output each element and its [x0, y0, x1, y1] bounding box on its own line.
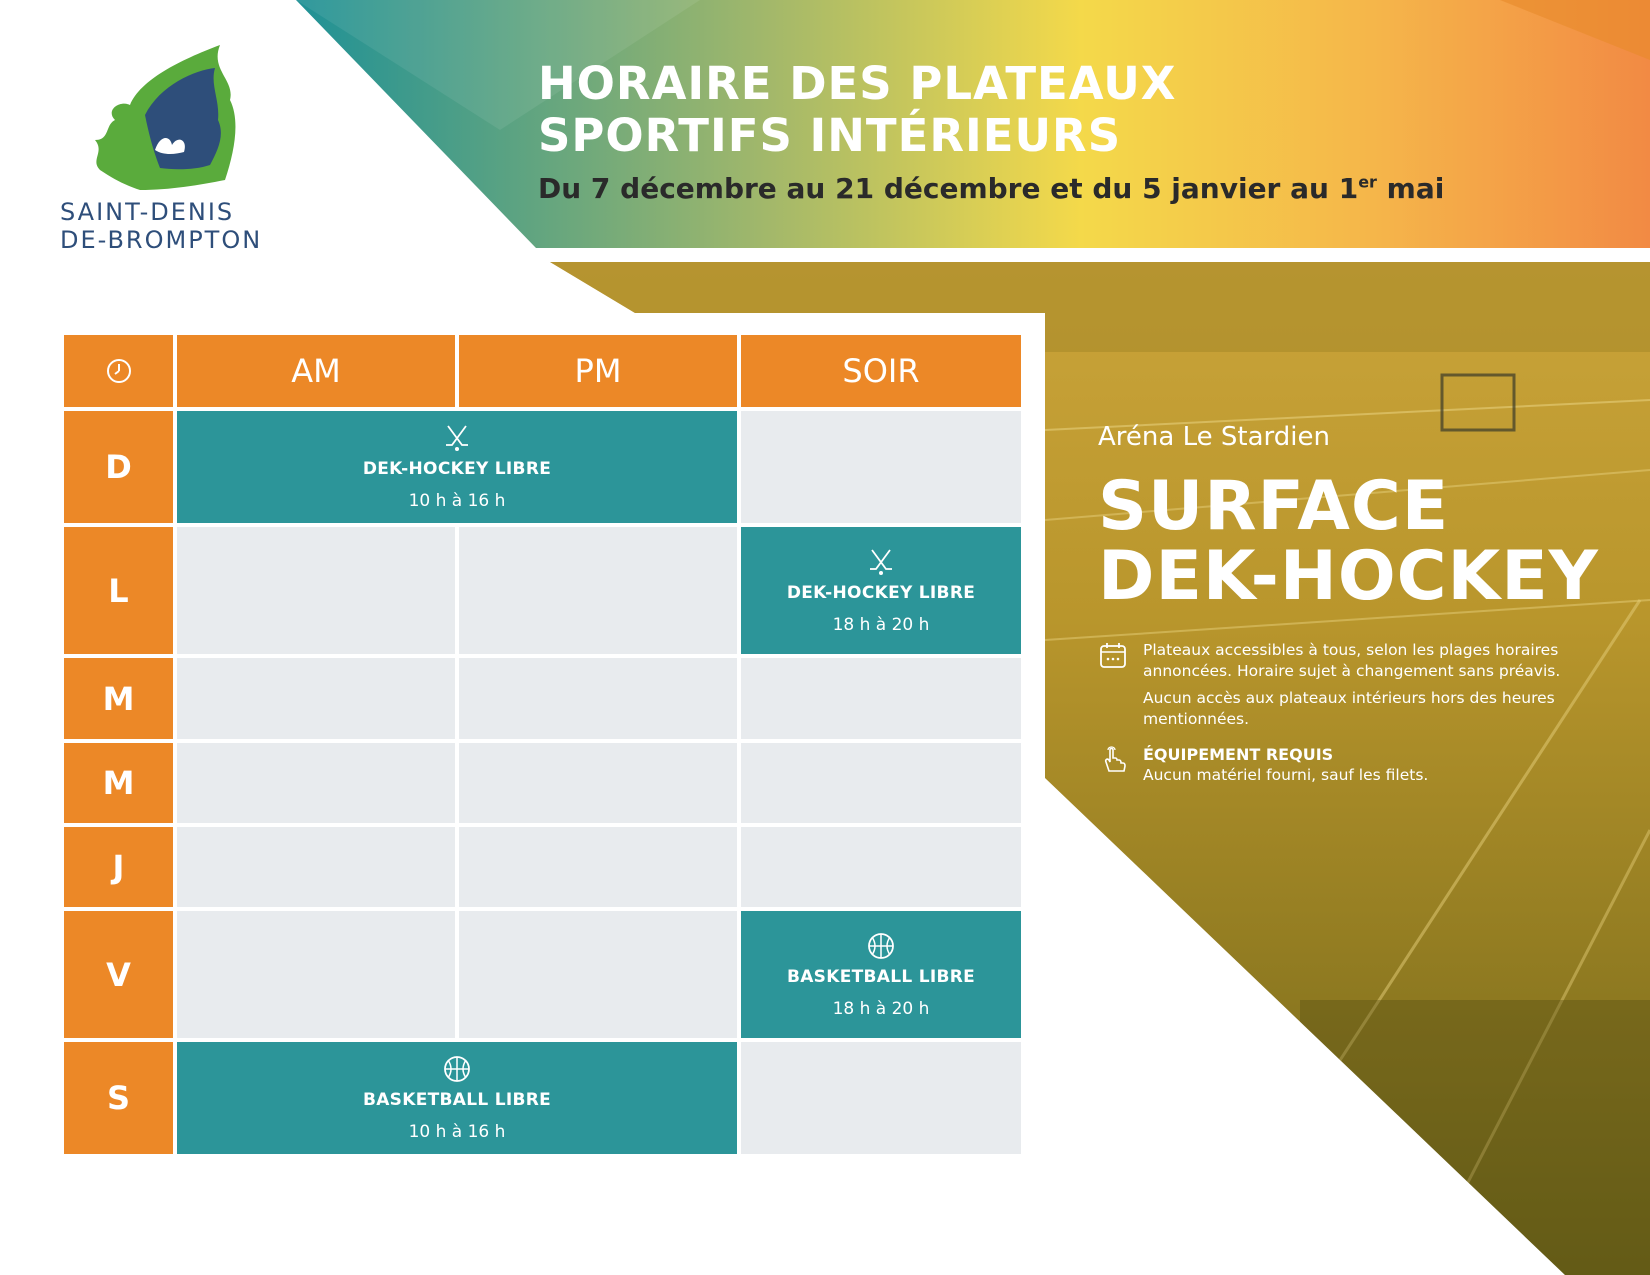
schedule-grid [64, 335, 1021, 1155]
clock-icon [106, 358, 132, 384]
column-header-pm: PM [459, 335, 737, 407]
event-name: BASKETBALL LIBRE [786, 966, 976, 987]
calendar-icon [1098, 640, 1128, 670]
empty-slot [741, 411, 1021, 523]
event-name: BASKETBALL LIBRE [362, 1090, 552, 1110]
day-wednesday: M [64, 743, 173, 823]
info-panel [1098, 422, 1618, 786]
basketball-icon [866, 931, 896, 961]
day-sunday: D [64, 411, 173, 523]
page-title-line2: SPORTIFS INTÉRIEURS [538, 109, 1122, 162]
basketball-icon [442, 1054, 472, 1084]
empty-slot [177, 658, 455, 739]
page-title-line1: HORAIRE DES PLATEAUX [538, 57, 1177, 110]
access-note-text2: Aucun accès aux plateaux intérieurs hors des heures mentionnées. [1143, 689, 1555, 728]
empty-slot [177, 827, 455, 907]
day-thursday: J [64, 827, 173, 907]
empty-slot [177, 743, 455, 823]
date-range: Du 7 décembre au 21 décembre et du 5 janvier au 1er mai [538, 172, 1445, 205]
empty-slot [459, 743, 737, 823]
empty-slot [741, 1042, 1021, 1154]
title-block [538, 58, 1444, 205]
empty-slot [741, 658, 1021, 739]
empty-slot [177, 911, 455, 1038]
empty-slot [459, 827, 737, 907]
event-sunday-dek-hockey [177, 411, 737, 523]
equipment-title: ÉQUIPEMENT REQUIS [1143, 745, 1334, 764]
event-name: DEK-HOCKEY LIBRE [786, 582, 976, 603]
event-friday-basketball [741, 911, 1021, 1038]
clock-header-cell [64, 335, 173, 407]
event-time: 18 h à 20 h [832, 998, 930, 1019]
logo [60, 40, 280, 255]
hockey-sticks-icon [442, 423, 472, 453]
column-header-soir: SOIR [741, 335, 1021, 407]
column-header-am: AM [177, 335, 455, 407]
logo-line1: SAINT-DENIS [60, 198, 235, 226]
venue-name: Aréna Le Stardien [1098, 422, 1330, 452]
logo-line2: DE-BROMPTON [60, 226, 263, 254]
equipment-text: Aucun matériel fourni, sauf les filets. [1143, 766, 1429, 784]
empty-slot [459, 658, 737, 739]
surface-title-line1: SURFACE [1098, 467, 1450, 546]
event-monday-dek-hockey [741, 527, 1021, 654]
event-time: 10 h à 16 h [408, 1122, 506, 1142]
hockey-sticks-icon [866, 547, 896, 577]
equipment-note [1098, 744, 1618, 786]
empty-slot [177, 527, 455, 654]
event-time: 10 h à 16 h [408, 491, 506, 511]
day-monday: L [64, 527, 173, 654]
empty-slot [741, 827, 1021, 907]
access-note-text1: Plateaux accessibles à tous, selon les plages horaires annoncées. Horaire sujet à changement sans préavis. [1143, 641, 1561, 680]
empty-slot [459, 527, 737, 654]
surface-title-line2: DEK-HOCKEY [1098, 537, 1599, 616]
empty-slot [459, 911, 737, 1038]
event-saturday-basketball [177, 1042, 737, 1154]
access-note [1098, 640, 1618, 730]
event-name: DEK-HOCKEY LIBRE [362, 459, 552, 479]
hand-pointer-icon [1098, 744, 1128, 774]
event-time: 18 h à 20 h [832, 614, 930, 635]
day-saturday: S [64, 1042, 173, 1154]
day-tuesday: M [64, 658, 173, 739]
leaf-face-logo-icon [60, 40, 280, 200]
empty-slot [741, 743, 1021, 823]
surface-title [1098, 467, 1618, 616]
day-friday: V [64, 911, 173, 1038]
